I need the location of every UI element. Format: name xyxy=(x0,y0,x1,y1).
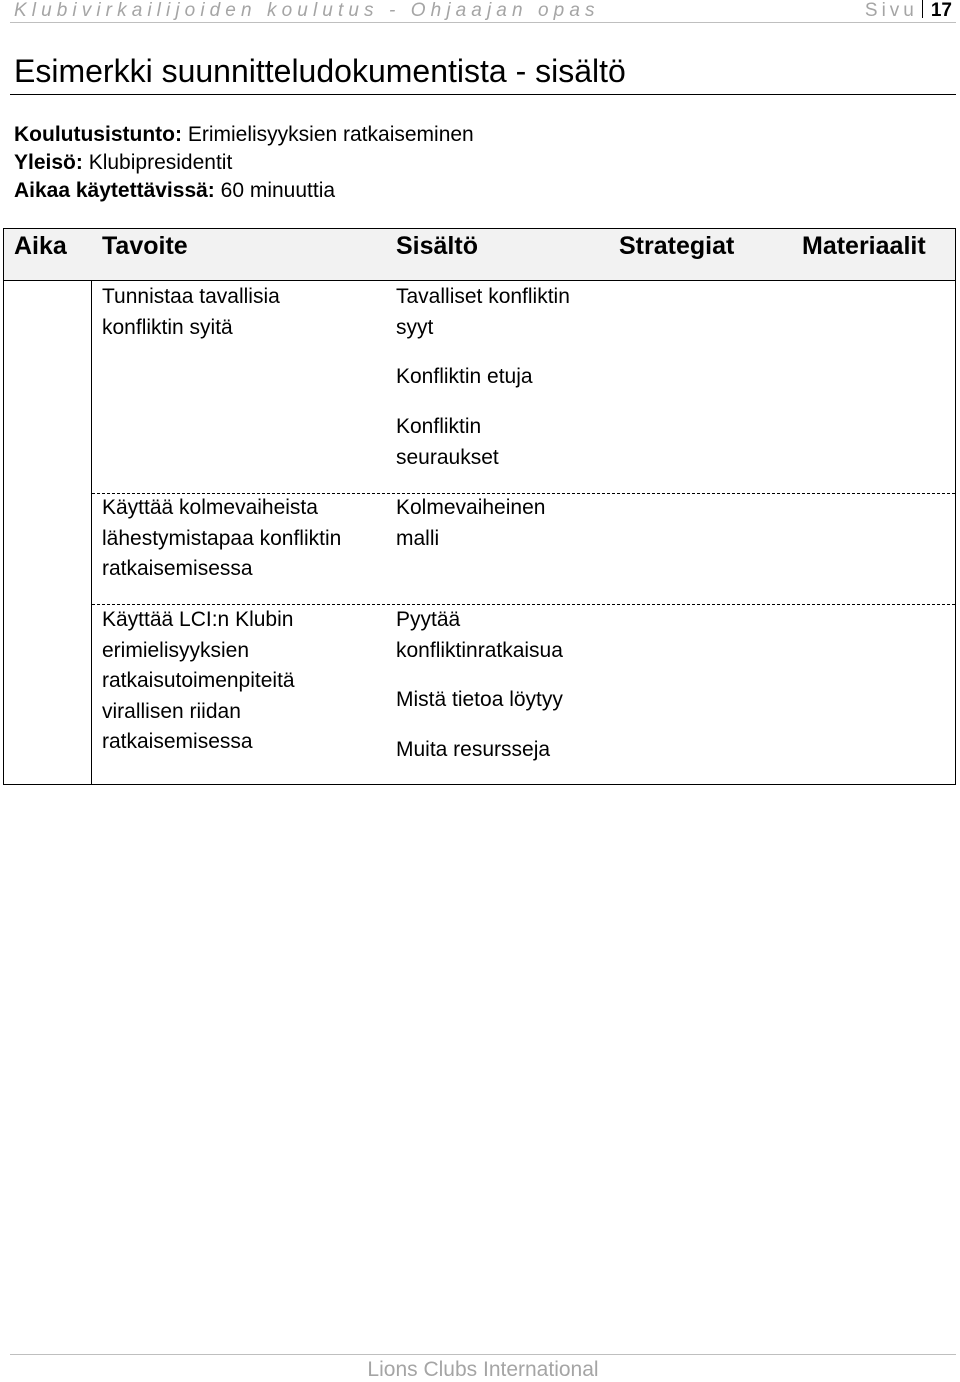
row-1-tavoite xyxy=(102,282,280,343)
page-number: 17 xyxy=(930,0,952,21)
time-label: Aikaa käytettävissä: xyxy=(14,179,215,202)
sisalto-line: malli xyxy=(396,526,440,550)
tavoite-line: Tunnistaa tavallisia xyxy=(102,285,280,308)
row-2-sisalto-item-1 xyxy=(396,493,545,554)
time-value: 60 minuuttia xyxy=(220,179,336,202)
sisalto-line: Pyytää xyxy=(396,608,461,631)
tavoite-line: lähestymistapaa konfliktin xyxy=(102,526,342,550)
row-3-sisalto-item-1 xyxy=(396,605,563,666)
sisalto-line: Kolmevaiheinen xyxy=(396,496,546,519)
session-info xyxy=(14,121,474,205)
row-3-sisalto-item-2 xyxy=(396,685,563,716)
row-3-sisalto-item-3 xyxy=(396,735,550,766)
sisalto-line: seuraukset xyxy=(396,445,499,469)
column-header-materiaalit: Materiaalit xyxy=(802,232,926,260)
tavoite-line: Käyttää LCI:n Klubin xyxy=(102,608,294,631)
row-1-sisalto-item-2 xyxy=(396,362,533,393)
sisalto-line: konfliktinratkaisua xyxy=(396,638,563,662)
sisalto-line: Muita resursseja xyxy=(396,738,551,761)
sisalto-line: Konfliktin etuja xyxy=(396,365,533,388)
row-2-tavoite xyxy=(102,493,341,585)
document-title: Klubivirkailijoiden koulutus - Ohjaajan opas xyxy=(14,0,600,21)
tavoite-line: ratkaisutoimenpiteitä xyxy=(102,669,295,692)
sisalto-line: syyt xyxy=(396,315,434,339)
page-indicator xyxy=(865,0,952,22)
row-1-sisalto-item-3 xyxy=(396,412,499,473)
column-header-strategiat: Strategiat xyxy=(619,232,735,260)
page-separator xyxy=(922,0,923,18)
tavoite-line: ratkaisemisessa xyxy=(102,557,253,580)
tavoite-line: konfliktin syitä xyxy=(102,315,233,339)
title-rule xyxy=(10,94,956,95)
tavoite-line: virallisen riidan xyxy=(102,699,241,723)
column-divider xyxy=(91,281,92,784)
session-line xyxy=(14,121,474,149)
tavoite-line: ratkaisemisessa xyxy=(102,730,253,753)
audience-line xyxy=(14,149,474,177)
audience-value: Klubipresidentit xyxy=(88,151,233,174)
session-label: Koulutusistunto: xyxy=(14,123,182,146)
page-title: Esimerkki suunnitteludokumentista - sisältö xyxy=(14,53,626,89)
column-header-aika: Aika xyxy=(14,232,67,260)
table-header xyxy=(4,229,955,281)
tavoite-line: Käyttää kolmevaiheista xyxy=(102,496,318,519)
time-line xyxy=(14,177,474,205)
audience-label: Yleisö: xyxy=(14,151,83,174)
row-1-sisalto-item-1 xyxy=(396,282,570,343)
tavoite-line: erimielisyyksien xyxy=(102,638,250,662)
sisalto-line: Konfliktin xyxy=(396,415,482,438)
page-label: Sivu xyxy=(864,0,918,21)
sisalto-line: Tavalliset konfliktin xyxy=(396,285,570,308)
column-header-tavoite: Tavoite xyxy=(102,232,188,260)
page-footer: Lions Clubs International xyxy=(367,1358,599,1381)
column-header-sisalto: Sisältö xyxy=(396,232,478,260)
content-table xyxy=(3,228,956,785)
header-rule xyxy=(10,22,956,23)
footer-rule xyxy=(10,1354,956,1355)
row-3-tavoite xyxy=(102,605,295,758)
session-value: Erimielisyyksien ratkaiseminen xyxy=(187,123,474,146)
sisalto-line: Mistä tietoa löytyy xyxy=(396,688,563,711)
